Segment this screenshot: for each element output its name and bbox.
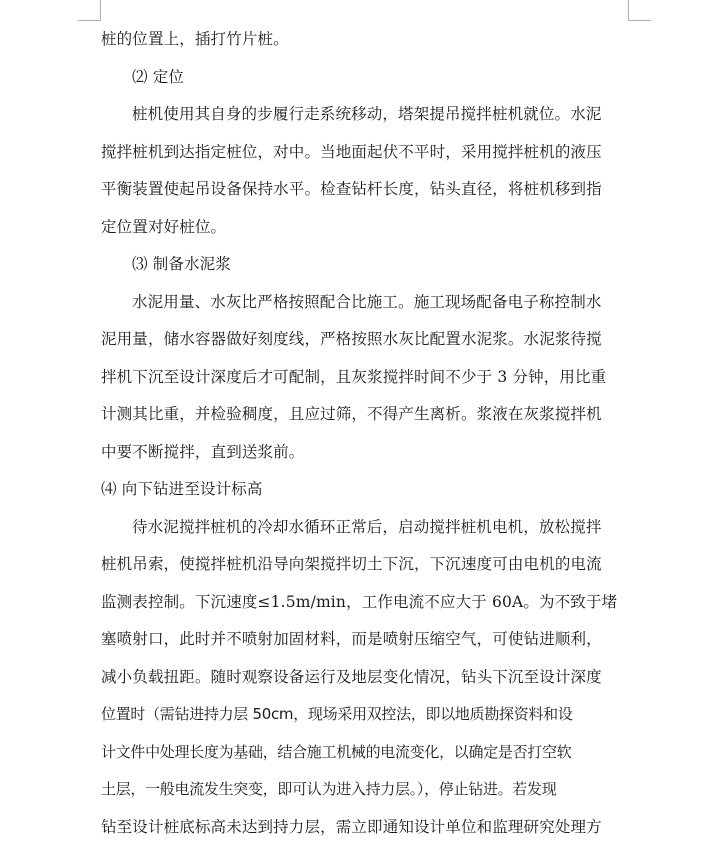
paragraph-line: 桩机使用其自身的步履行走系统移动，塔架提吊搅拌桩机就位。水泥: [132, 105, 602, 123]
section-heading-cement-slurry: ⑶ 制备水泥浆: [132, 255, 231, 273]
paragraph-line: 待水泥搅拌桩机的冷却水循环正常后，启动搅拌桩机电机，放松搅拌: [132, 517, 602, 536]
document-body: [101, 24, 631, 849]
paragraph-line: 计文件中处理长度为基础，结合施工机械的电流变化，以确定是否打空软: [101, 742, 572, 761]
paragraph-line: 塞喷射口，此时并不喷射加固材料，而是喷射压缩空气，可使钻进顺利，: [101, 630, 602, 648]
paragraph-line: 减小负载扭距。随时观察设备运行及地层变化情况，钻头下沉至设计深度: [101, 667, 602, 686]
paragraph-line: 中要不断搅拌，直到送浆前。: [101, 442, 305, 461]
paragraph-line: 监测表控制。下沉速度≤1.5m/min，工作电流不应大于 60A。为不致于堵: [101, 592, 618, 611]
section-heading-positioning: ⑵ 定位: [132, 67, 185, 86]
page-corner-mark-top-left: [78, 0, 101, 21]
paragraph-line: 桩的位置上，插打竹片桩。: [101, 30, 289, 48]
section-heading-drilling-down: ⑷ 向下钻进至设计标高: [101, 480, 263, 498]
paragraph-line: 拌机下沉至设计深度后才可配制，且灰浆搅拌时间不少于 3 分钟，用比重: [101, 367, 607, 386]
paragraph-line: 位置时（需钻进持力层 50cm，现场采用双控法，即以地质勘探资料和设: [101, 705, 573, 723]
page-corner-mark-top-right: [628, 0, 651, 21]
paragraph-line: 桩机吊索，使搅拌桩机沿导向架搅拌切土下沉，下沉速度可由电机的电流: [101, 555, 602, 573]
paragraph-line: 搅拌桩机到达指定桩位，对中。当地面起伏不平时，采用搅拌桩机的液压: [101, 142, 602, 161]
paragraph-line: 钻至设计桩底标高未达到持力层，需立即通知设计单位和监理研究处理方: [101, 817, 602, 836]
paragraph-line: 水泥用量、水灰比严格按照配合比施工。施工现场配备电子称控制水: [132, 292, 602, 311]
paragraph-line: 泥用量，储水容器做好刻度线，严格按照水灰比配置水泥浆。水泥浆待搅: [101, 330, 602, 348]
paragraph-line: 计测其比重，并检验稠度，且应过筛，不得产生离析。浆液在灰浆搅拌机: [101, 405, 602, 423]
paragraph-line: 土层，一般电流发生突变，即可认为进入持力层。），停止钻进。若发现: [101, 780, 557, 798]
paragraph-line: 定位置对好桩位。: [101, 217, 227, 236]
paragraph-line: 平衡装置使起吊设备保持水平。检查钻杆长度，钻头直径，将桩机移到指: [101, 180, 602, 198]
